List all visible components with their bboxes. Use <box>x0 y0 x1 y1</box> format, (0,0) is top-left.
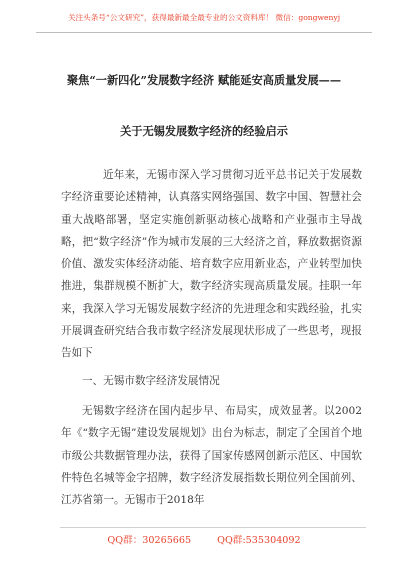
header-notice: 关注头条号“公文研究”，获得最新最全最专业的公文资料库！ 微信：gongwenyj <box>67 13 341 22</box>
section-heading: 一、无锡市数字经济发展情况 <box>82 375 220 387</box>
footer-contact <box>0 532 408 546</box>
document-subtitle: 关于无锡发展数字经济的经验启示 <box>120 124 288 138</box>
paragraph-intro: 近年来，无锡市深入学习贯彻习近平总书记关于发展数字经济重要论述精神，认真落实网络强国、数字中国、智慧社会重大战略部署，坚定实施创新驱动核心战略和产业强市主导战略，把“数字经济”作为城市发展的三大经济之首，释放数据资源价值、激发实体经济动能、培育数字应用新业态，产业转型加快推进，集群规模不断扩大，数字经济实现高质量发展。挂职一年来，我深入学习无锡发展数字经济的先进理念和实践经验，扎实开展调查研究结合我市数字经济发展现状形成了一些思考，现报告如下 <box>61 169 362 360</box>
paragraph-section1: 无锡数字经济在国内起步早、布局实，成效显著。以2002年《“数字无锡”建设发展规划》出台为标志，制定了全国首个地市级公共数据管理办法，获得了国家传感网创新示范区、中国软件特色名城等金字招牌，数字经济发展指数长期位列全国前列、江苏省第一。无锡市于2018年 <box>61 405 362 507</box>
document-title: 聚焦“一新四化”发展数字经济 赋能延安高质量发展—— <box>66 73 342 87</box>
footer-divider <box>60 527 366 528</box>
header-divider <box>36 32 372 33</box>
footer-qq-group-2: QQ群:535304092 <box>217 535 301 546</box>
footer-qq-group-1: QQ群：30265665 <box>107 535 192 546</box>
